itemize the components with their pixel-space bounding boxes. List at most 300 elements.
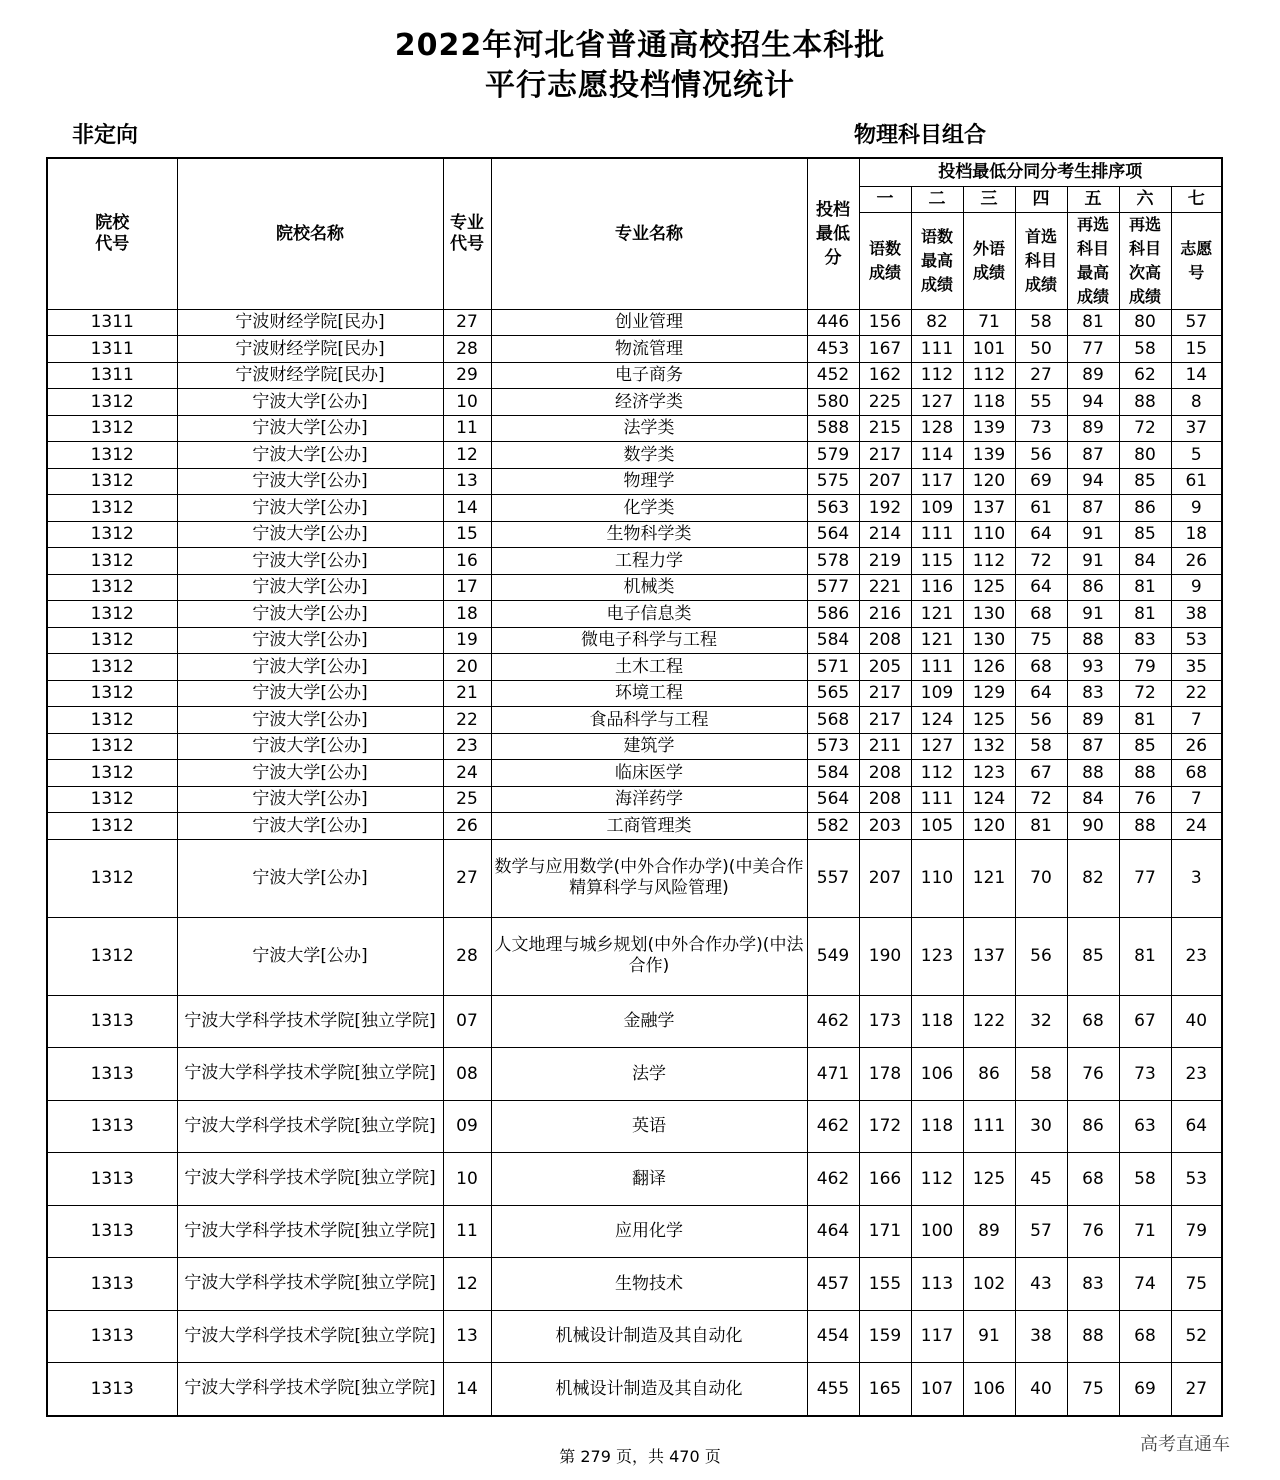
cell-min-score: 462 xyxy=(807,1153,859,1206)
cell-rank3-score: 121 xyxy=(963,839,1015,917)
header-major-code: 专业代号 xyxy=(443,158,491,309)
table-row xyxy=(47,574,1222,601)
cell-rank1-score: 165 xyxy=(859,1363,911,1416)
cell-school-name: 宁波大学科学技术学院[独立学院] xyxy=(177,1258,443,1311)
cell-rank4-score: 73 xyxy=(1015,415,1067,442)
cell-school-code: 1312 xyxy=(47,601,177,628)
table-row xyxy=(47,389,1222,416)
cell-min-score: 452 xyxy=(807,362,859,389)
cell-school-name: 宁波大学[公办] xyxy=(177,917,443,995)
cell-volunteer-no: 79 xyxy=(1171,1205,1222,1258)
cell-rank1-score: 217 xyxy=(859,442,911,469)
page-footer: 第 279 页，共 470 页 xyxy=(559,1447,721,1466)
table-row xyxy=(47,1100,1222,1153)
cell-rank6-score: 63 xyxy=(1119,1100,1171,1153)
cell-rank6-score: 77 xyxy=(1119,839,1171,917)
cell-rank2-score: 115 xyxy=(911,548,963,575)
cell-volunteer-no: 52 xyxy=(1171,1310,1222,1363)
cell-min-score: 577 xyxy=(807,574,859,601)
cell-rank2-score: 82 xyxy=(911,309,963,336)
cell-major-code: 08 xyxy=(443,1048,491,1101)
cell-rank3-score: 137 xyxy=(963,917,1015,995)
cell-major-code: 19 xyxy=(443,627,491,654)
cell-major-name: 工程力学 xyxy=(491,548,807,575)
cell-volunteer-no: 14 xyxy=(1171,362,1222,389)
cell-rank6-score: 88 xyxy=(1119,760,1171,787)
cell-school-name: 宁波大学科学技术学院[独立学院] xyxy=(177,1048,443,1101)
cell-rank4-score: 68 xyxy=(1015,601,1067,628)
cell-major-name: 电子信息类 xyxy=(491,601,807,628)
cell-rank3-score: 111 xyxy=(963,1100,1015,1153)
cell-rank4-score: 55 xyxy=(1015,389,1067,416)
cell-major-name: 生物技术 xyxy=(491,1258,807,1311)
cell-rank4-score: 50 xyxy=(1015,336,1067,363)
cell-rank5-score: 89 xyxy=(1067,415,1119,442)
cell-rank1-score: 216 xyxy=(859,601,911,628)
cell-volunteer-no: 8 xyxy=(1171,389,1222,416)
table-row xyxy=(47,760,1222,787)
cell-school-code: 1312 xyxy=(47,917,177,995)
cell-rank5-score: 76 xyxy=(1067,1048,1119,1101)
table-row xyxy=(47,839,1222,917)
cell-rank2-score: 112 xyxy=(911,760,963,787)
cell-rank1-score: 172 xyxy=(859,1100,911,1153)
header-rank-label: 再选科目次高成绩 xyxy=(1119,212,1171,309)
cell-major-code: 18 xyxy=(443,601,491,628)
cell-rank4-score: 64 xyxy=(1015,680,1067,707)
cell-rank1-score: 207 xyxy=(859,468,911,495)
cell-school-name: 宁波大学[公办] xyxy=(177,468,443,495)
cell-rank3-score: 129 xyxy=(963,680,1015,707)
cell-major-code: 22 xyxy=(443,707,491,734)
cell-rank4-score: 43 xyxy=(1015,1258,1067,1311)
cell-major-name: 机械类 xyxy=(491,574,807,601)
cell-school-name: 宁波大学[公办] xyxy=(177,548,443,575)
cell-rank1-score: 155 xyxy=(859,1258,911,1311)
cell-school-name: 宁波大学科学技术学院[独立学院] xyxy=(177,1153,443,1206)
header-rank-group: 投档最低分同分考生排序项 xyxy=(859,158,1222,186)
cell-min-score: 455 xyxy=(807,1363,859,1416)
cell-rank1-score: 217 xyxy=(859,680,911,707)
cell-rank2-score: 127 xyxy=(911,733,963,760)
cell-min-score: 580 xyxy=(807,389,859,416)
cell-rank3-score: 102 xyxy=(963,1258,1015,1311)
cell-min-score: 568 xyxy=(807,707,859,734)
cell-rank4-score: 72 xyxy=(1015,548,1067,575)
cell-rank4-score: 64 xyxy=(1015,574,1067,601)
header-rank-label: 外语成绩 xyxy=(963,212,1015,309)
cell-rank6-score: 81 xyxy=(1119,917,1171,995)
cell-rank5-score: 91 xyxy=(1067,521,1119,548)
cell-rank3-score: 110 xyxy=(963,521,1015,548)
cell-major-code: 13 xyxy=(443,468,491,495)
cell-major-name: 环境工程 xyxy=(491,680,807,707)
cell-major-code: 10 xyxy=(443,389,491,416)
cell-school-name: 宁波大学[公办] xyxy=(177,389,443,416)
table-row xyxy=(47,1258,1222,1311)
cell-rank4-score: 38 xyxy=(1015,1310,1067,1363)
cell-rank2-score: 118 xyxy=(911,995,963,1048)
cell-rank6-score: 67 xyxy=(1119,995,1171,1048)
cell-rank3-score: 120 xyxy=(963,468,1015,495)
cell-major-name: 机械设计制造及其自动化 xyxy=(491,1310,807,1363)
cell-rank2-score: 112 xyxy=(911,362,963,389)
cell-rank5-score: 94 xyxy=(1067,468,1119,495)
cell-rank4-score: 40 xyxy=(1015,1363,1067,1416)
cell-school-code: 1311 xyxy=(47,336,177,363)
cell-rank1-score: 162 xyxy=(859,362,911,389)
cell-rank2-score: 113 xyxy=(911,1258,963,1311)
cell-min-score: 573 xyxy=(807,733,859,760)
table-row xyxy=(47,336,1222,363)
header-school-code: 院校代号 xyxy=(47,158,177,309)
header-major-name: 专业名称 xyxy=(491,158,807,309)
cell-school-name: 宁波大学科学技术学院[独立学院] xyxy=(177,1310,443,1363)
cell-min-score: 588 xyxy=(807,415,859,442)
cell-rank2-score: 105 xyxy=(911,813,963,840)
cell-volunteer-no: 18 xyxy=(1171,521,1222,548)
cell-rank6-score: 79 xyxy=(1119,654,1171,681)
cell-school-name: 宁波大学[公办] xyxy=(177,786,443,813)
cell-rank5-score: 87 xyxy=(1067,495,1119,522)
cell-min-score: 565 xyxy=(807,680,859,707)
cell-rank2-score: 109 xyxy=(911,680,963,707)
cell-volunteer-no: 35 xyxy=(1171,654,1222,681)
cell-volunteer-no: 9 xyxy=(1171,574,1222,601)
cell-school-name: 宁波大学[公办] xyxy=(177,521,443,548)
cell-rank6-score: 69 xyxy=(1119,1363,1171,1416)
cell-school-name: 宁波大学科学技术学院[独立学院] xyxy=(177,995,443,1048)
cell-rank1-score: 214 xyxy=(859,521,911,548)
cell-rank4-score: 70 xyxy=(1015,839,1067,917)
cell-rank2-score: 117 xyxy=(911,468,963,495)
table-row xyxy=(47,733,1222,760)
cell-volunteer-no: 23 xyxy=(1171,1048,1222,1101)
cell-rank4-score: 58 xyxy=(1015,733,1067,760)
cell-school-code: 1312 xyxy=(47,733,177,760)
cell-school-code: 1313 xyxy=(47,1048,177,1101)
cell-rank2-score: 127 xyxy=(911,389,963,416)
cell-major-code: 26 xyxy=(443,813,491,840)
cell-school-name: 宁波大学[公办] xyxy=(177,415,443,442)
cell-major-name: 电子商务 xyxy=(491,362,807,389)
cell-rank5-score: 87 xyxy=(1067,733,1119,760)
header-rank-num: 五 xyxy=(1067,186,1119,212)
cell-major-code: 20 xyxy=(443,654,491,681)
cell-school-code: 1312 xyxy=(47,839,177,917)
table-row xyxy=(47,627,1222,654)
cell-rank3-score: 112 xyxy=(963,362,1015,389)
cell-school-code: 1312 xyxy=(47,495,177,522)
cell-rank1-score: 217 xyxy=(859,707,911,734)
cell-rank6-score: 74 xyxy=(1119,1258,1171,1311)
cell-rank4-score: 27 xyxy=(1015,362,1067,389)
cell-school-name: 宁波财经学院[民办] xyxy=(177,362,443,389)
cell-rank2-score: 112 xyxy=(911,1153,963,1206)
cell-rank6-score: 88 xyxy=(1119,813,1171,840)
header-rank-num: 二 xyxy=(911,186,963,212)
cell-school-code: 1312 xyxy=(47,654,177,681)
cell-min-score: 446 xyxy=(807,309,859,336)
table-row xyxy=(47,521,1222,548)
cell-school-code: 1311 xyxy=(47,309,177,336)
cell-major-code: 28 xyxy=(443,917,491,995)
cell-rank3-score: 132 xyxy=(963,733,1015,760)
cell-volunteer-no: 27 xyxy=(1171,1363,1222,1416)
cell-rank2-score: 121 xyxy=(911,601,963,628)
cell-major-name: 经济学类 xyxy=(491,389,807,416)
cell-rank6-score: 80 xyxy=(1119,309,1171,336)
cell-rank1-score: 208 xyxy=(859,627,911,654)
cell-rank6-score: 81 xyxy=(1119,707,1171,734)
cell-min-score: 578 xyxy=(807,548,859,575)
cell-major-name: 应用化学 xyxy=(491,1205,807,1258)
cell-volunteer-no: 7 xyxy=(1171,707,1222,734)
header-min-score: 投档最低分 xyxy=(807,158,859,309)
cell-rank6-score: 81 xyxy=(1119,601,1171,628)
cell-volunteer-no: 37 xyxy=(1171,415,1222,442)
header-rank-label: 志愿号 xyxy=(1171,212,1222,309)
cell-min-score: 549 xyxy=(807,917,859,995)
header-rank-num: 七 xyxy=(1171,186,1222,212)
cell-volunteer-no: 7 xyxy=(1171,786,1222,813)
cell-volunteer-no: 5 xyxy=(1171,442,1222,469)
cell-major-name: 物流管理 xyxy=(491,336,807,363)
cell-rank2-score: 111 xyxy=(911,521,963,548)
cell-min-score: 464 xyxy=(807,1205,859,1258)
cell-major-name: 化学类 xyxy=(491,495,807,522)
cell-rank6-score: 85 xyxy=(1119,468,1171,495)
cell-school-code: 1311 xyxy=(47,362,177,389)
cell-school-name: 宁波大学[公办] xyxy=(177,760,443,787)
cell-major-name: 生物科学类 xyxy=(491,521,807,548)
cell-major-name: 翻译 xyxy=(491,1153,807,1206)
cell-school-code: 1312 xyxy=(47,415,177,442)
cell-min-score: 457 xyxy=(807,1258,859,1311)
cell-school-name: 宁波大学[公办] xyxy=(177,495,443,522)
cell-school-name: 宁波大学科学技术学院[独立学院] xyxy=(177,1100,443,1153)
cell-volunteer-no: 3 xyxy=(1171,839,1222,917)
cell-major-code: 07 xyxy=(443,995,491,1048)
cell-rank4-score: 81 xyxy=(1015,813,1067,840)
cell-rank5-score: 82 xyxy=(1067,839,1119,917)
cell-school-name: 宁波大学科学技术学院[独立学院] xyxy=(177,1363,443,1416)
cell-min-score: 571 xyxy=(807,654,859,681)
cell-school-code: 1312 xyxy=(47,680,177,707)
table-row xyxy=(47,601,1222,628)
cell-rank4-score: 58 xyxy=(1015,309,1067,336)
cell-rank3-score: 101 xyxy=(963,336,1015,363)
cell-major-name: 英语 xyxy=(491,1100,807,1153)
cell-rank5-score: 76 xyxy=(1067,1205,1119,1258)
cell-school-code: 1312 xyxy=(47,627,177,654)
cell-rank3-score: 86 xyxy=(963,1048,1015,1101)
cell-min-score: 564 xyxy=(807,786,859,813)
cell-rank6-score: 85 xyxy=(1119,733,1171,760)
cell-min-score: 579 xyxy=(807,442,859,469)
cell-school-name: 宁波大学[公办] xyxy=(177,707,443,734)
cell-rank4-score: 72 xyxy=(1015,786,1067,813)
table-row xyxy=(47,995,1222,1048)
cell-rank3-score: 118 xyxy=(963,389,1015,416)
cell-school-name: 宁波财经学院[民办] xyxy=(177,309,443,336)
cell-rank3-score: 125 xyxy=(963,707,1015,734)
cell-rank4-score: 64 xyxy=(1015,521,1067,548)
cell-rank5-score: 86 xyxy=(1067,574,1119,601)
cell-rank5-score: 85 xyxy=(1067,917,1119,995)
cell-min-score: 584 xyxy=(807,627,859,654)
table-row xyxy=(47,786,1222,813)
cell-rank5-score: 91 xyxy=(1067,548,1119,575)
cell-major-code: 12 xyxy=(443,1258,491,1311)
cell-rank5-score: 91 xyxy=(1067,601,1119,628)
cell-rank5-score: 88 xyxy=(1067,760,1119,787)
table-row xyxy=(47,707,1222,734)
cell-rank4-score: 56 xyxy=(1015,707,1067,734)
cell-school-name: 宁波大学[公办] xyxy=(177,839,443,917)
cell-min-score: 471 xyxy=(807,1048,859,1101)
admission-table xyxy=(46,157,1223,1417)
cell-min-score: 453 xyxy=(807,336,859,363)
cell-rank1-score: 225 xyxy=(859,389,911,416)
cell-rank1-score: 205 xyxy=(859,654,911,681)
cell-min-score: 462 xyxy=(807,995,859,1048)
cell-rank2-score: 124 xyxy=(911,707,963,734)
page-title-line2: 平行志愿投档情况统计 xyxy=(485,68,795,103)
cell-major-code: 23 xyxy=(443,733,491,760)
cell-rank6-score: 72 xyxy=(1119,415,1171,442)
cell-rank3-score: 137 xyxy=(963,495,1015,522)
cell-school-name: 宁波大学[公办] xyxy=(177,733,443,760)
cell-major-name: 海洋药学 xyxy=(491,786,807,813)
cell-school-name: 宁波财经学院[民办] xyxy=(177,336,443,363)
header-school-name: 院校名称 xyxy=(177,158,443,309)
cell-school-code: 1312 xyxy=(47,786,177,813)
header-rank-label: 语数成绩 xyxy=(859,212,911,309)
cell-school-code: 1313 xyxy=(47,1258,177,1311)
cell-rank5-score: 68 xyxy=(1067,1153,1119,1206)
table-row xyxy=(47,1153,1222,1206)
cell-rank6-score: 84 xyxy=(1119,548,1171,575)
cell-school-code: 1312 xyxy=(47,468,177,495)
cell-school-code: 1313 xyxy=(47,995,177,1048)
cell-rank4-score: 75 xyxy=(1015,627,1067,654)
cell-rank4-score: 67 xyxy=(1015,760,1067,787)
cell-school-code: 1313 xyxy=(47,1363,177,1416)
cell-rank6-score: 85 xyxy=(1119,521,1171,548)
cell-school-code: 1312 xyxy=(47,574,177,601)
cell-volunteer-no: 40 xyxy=(1171,995,1222,1048)
table-row xyxy=(47,468,1222,495)
cell-major-name: 食品科学与工程 xyxy=(491,707,807,734)
cell-school-name: 宁波大学[公办] xyxy=(177,813,443,840)
cell-major-code: 11 xyxy=(443,1205,491,1258)
cell-volunteer-no: 15 xyxy=(1171,336,1222,363)
cell-school-name: 宁波大学[公办] xyxy=(177,601,443,628)
cell-rank5-score: 93 xyxy=(1067,654,1119,681)
cell-major-code: 17 xyxy=(443,574,491,601)
cell-major-code: 10 xyxy=(443,1153,491,1206)
cell-rank5-score: 75 xyxy=(1067,1363,1119,1416)
cell-rank1-score: 159 xyxy=(859,1310,911,1363)
cell-rank6-score: 88 xyxy=(1119,389,1171,416)
cell-major-code: 15 xyxy=(443,521,491,548)
cell-rank4-score: 56 xyxy=(1015,917,1067,995)
table-row xyxy=(47,813,1222,840)
table-row xyxy=(47,309,1222,336)
cell-major-name: 人文地理与城乡规划(中外合作办学)(中法合作) xyxy=(491,917,807,995)
header-rank-num: 四 xyxy=(1015,186,1067,212)
cell-rank3-score: 106 xyxy=(963,1363,1015,1416)
cell-rank4-score: 57 xyxy=(1015,1205,1067,1258)
cell-major-name: 微电子科学与工程 xyxy=(491,627,807,654)
cell-rank4-score: 69 xyxy=(1015,468,1067,495)
cell-major-name: 建筑学 xyxy=(491,733,807,760)
cell-min-score: 586 xyxy=(807,601,859,628)
cell-rank6-score: 58 xyxy=(1119,1153,1171,1206)
cell-major-name: 创业管理 xyxy=(491,309,807,336)
cell-school-name: 宁波大学[公办] xyxy=(177,442,443,469)
cell-rank2-score: 117 xyxy=(911,1310,963,1363)
cell-rank5-score: 83 xyxy=(1067,1258,1119,1311)
cell-rank2-score: 116 xyxy=(911,574,963,601)
cell-min-score: 582 xyxy=(807,813,859,840)
cell-school-code: 1313 xyxy=(47,1100,177,1153)
cell-school-code: 1313 xyxy=(47,1310,177,1363)
cell-school-name: 宁波大学[公办] xyxy=(177,654,443,681)
cell-rank5-score: 81 xyxy=(1067,309,1119,336)
cell-rank5-score: 77 xyxy=(1067,336,1119,363)
cell-rank5-score: 68 xyxy=(1067,995,1119,1048)
cell-rank1-score: 166 xyxy=(859,1153,911,1206)
cell-rank2-score: 109 xyxy=(911,495,963,522)
header-rank-label: 再选科目最高成绩 xyxy=(1067,212,1119,309)
table-row xyxy=(47,415,1222,442)
cell-rank5-score: 88 xyxy=(1067,627,1119,654)
cell-major-code: 14 xyxy=(443,495,491,522)
table-row xyxy=(47,654,1222,681)
cell-volunteer-no: 23 xyxy=(1171,917,1222,995)
cell-rank3-score: 112 xyxy=(963,548,1015,575)
cell-school-code: 1312 xyxy=(47,707,177,734)
cell-major-name: 数学与应用数学(中外合作办学)(中美合作精算科学与风险管理) xyxy=(491,839,807,917)
cell-rank1-score: 178 xyxy=(859,1048,911,1101)
cell-rank6-score: 72 xyxy=(1119,680,1171,707)
cell-rank6-score: 58 xyxy=(1119,336,1171,363)
cell-rank5-score: 89 xyxy=(1067,362,1119,389)
cell-school-code: 1313 xyxy=(47,1153,177,1206)
cell-rank6-score: 80 xyxy=(1119,442,1171,469)
cell-min-score: 584 xyxy=(807,760,859,787)
cell-rank3-score: 125 xyxy=(963,1153,1015,1206)
cell-rank2-score: 111 xyxy=(911,336,963,363)
cell-rank3-score: 122 xyxy=(963,995,1015,1048)
cell-rank5-score: 84 xyxy=(1067,786,1119,813)
cell-volunteer-no: 64 xyxy=(1171,1100,1222,1153)
cell-rank3-score: 123 xyxy=(963,760,1015,787)
cell-rank1-score: 167 xyxy=(859,336,911,363)
cell-min-score: 454 xyxy=(807,1310,859,1363)
cell-volunteer-no: 53 xyxy=(1171,627,1222,654)
cell-major-name: 临床医学 xyxy=(491,760,807,787)
page-title-line1: 2022年河北省普通高校招生本科批 xyxy=(394,28,886,63)
cell-major-code: 16 xyxy=(443,548,491,575)
cell-rank2-score: 110 xyxy=(911,839,963,917)
cell-school-name: 宁波大学[公办] xyxy=(177,574,443,601)
cell-rank3-score: 130 xyxy=(963,627,1015,654)
cell-min-score: 462 xyxy=(807,1100,859,1153)
cell-school-name: 宁波大学[公办] xyxy=(177,627,443,654)
